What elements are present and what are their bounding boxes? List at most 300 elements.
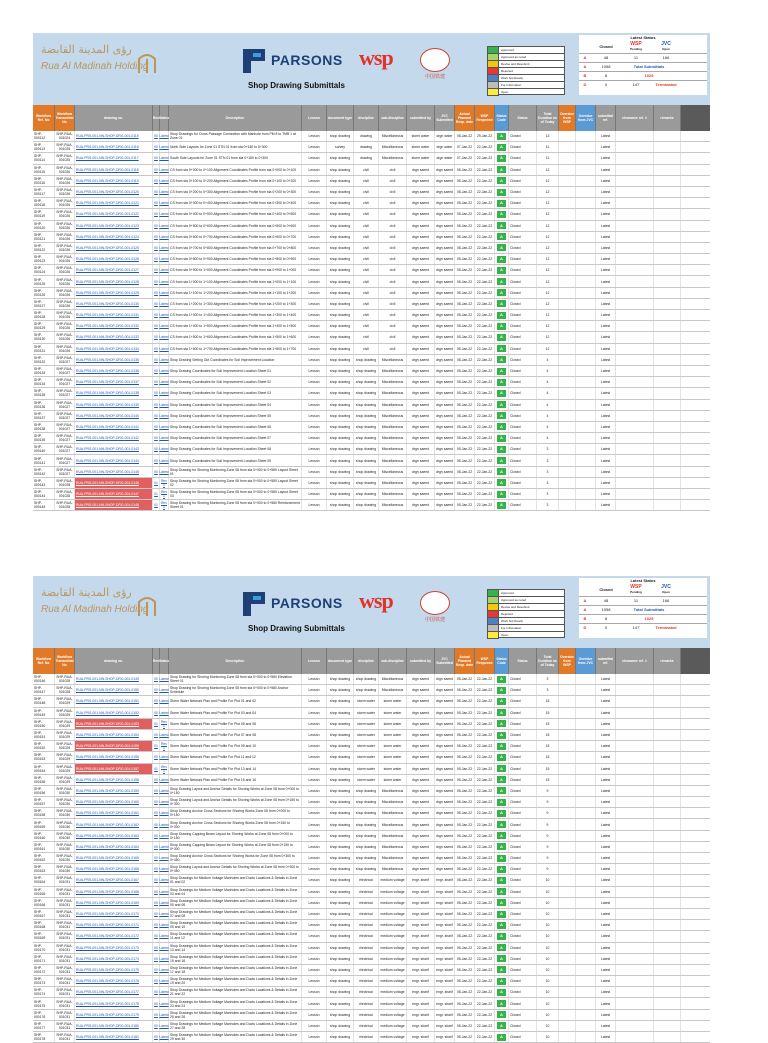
rev-link[interactable]: 00 bbox=[153, 131, 160, 141]
rev-link[interactable]: 00 bbox=[153, 176, 160, 186]
status-link[interactable]: Latest bbox=[160, 685, 169, 695]
rev-link[interactable]: 00 bbox=[153, 998, 160, 1008]
table-row[interactable] bbox=[33, 131, 710, 142]
rev-link[interactable]: 00 bbox=[153, 909, 160, 919]
table-row[interactable] bbox=[33, 321, 710, 332]
drawing-link[interactable]: RUA-PRS-001-NN-SHOP-DRG-001-0119 bbox=[75, 176, 153, 186]
column-header[interactable]: clearance ref. # bbox=[616, 105, 654, 131]
drawing-link[interactable]: RUA-PRS-001-NN-SHOP-DRG-001-0144 bbox=[75, 455, 153, 465]
status-link[interactable]: Latest bbox=[160, 355, 169, 365]
table-row[interactable] bbox=[33, 708, 710, 719]
column-header[interactable]: drawing no. bbox=[75, 105, 153, 131]
table-row[interactable] bbox=[33, 165, 710, 176]
drawing-link[interactable]: RUA-PRS-001-NN-SHOP-DRG-001-0117 bbox=[75, 153, 153, 163]
drawing-link[interactable]: RUA-PRS-001-NN-SHOP-DRG-001-0127 bbox=[75, 265, 153, 275]
rev-link[interactable]: 01 bbox=[153, 719, 160, 729]
column-header[interactable]: Total Duration as of Today bbox=[537, 648, 559, 674]
table-row[interactable] bbox=[33, 455, 710, 466]
column-header[interactable]: sub-discipline bbox=[379, 648, 407, 674]
drawing-link[interactable]: RUA-PRS-001-NN-SHOP-DRG-001-0171 bbox=[75, 920, 153, 930]
table-row[interactable] bbox=[33, 741, 710, 752]
rev-link[interactable]: 00 bbox=[153, 1032, 160, 1042]
drawing-link[interactable]: RUA-PRS-001-NN-SHOP-DRG-001-0179 bbox=[75, 1010, 153, 1020]
table-row[interactable] bbox=[33, 153, 710, 164]
table-row[interactable] bbox=[33, 842, 710, 853]
table-row[interactable] bbox=[33, 764, 710, 775]
column-header[interactable]: Total Duration as of Today bbox=[537, 105, 559, 131]
rev-link[interactable]: 00 bbox=[153, 276, 160, 286]
status-link[interactable]: Latest bbox=[160, 831, 169, 841]
drawing-link[interactable]: RUA-PRS-001-NN-SHOP-DRG-001-0160 bbox=[75, 797, 153, 807]
column-header[interactable]: remarks bbox=[654, 105, 681, 131]
column-header[interactable]: Workflow Transmittal No bbox=[55, 648, 75, 674]
table-row[interactable] bbox=[33, 377, 710, 388]
drawing-link[interactable]: RUA-PRS-001-NN-SHOP-DRG-001-0170 bbox=[75, 909, 153, 919]
column-header[interactable]: document type bbox=[327, 648, 354, 674]
table-row[interactable] bbox=[33, 366, 710, 377]
status-link[interactable]: Latest bbox=[160, 931, 169, 941]
rev-link[interactable]: 00 bbox=[153, 1021, 160, 1031]
column-header[interactable]: Status bbox=[160, 648, 169, 674]
rev-link[interactable]: 00 bbox=[153, 377, 160, 387]
status-link[interactable]: Latest bbox=[160, 176, 169, 186]
status-link[interactable]: Latest bbox=[160, 254, 169, 264]
rev-link[interactable]: 00 bbox=[153, 187, 160, 197]
rev-link[interactable]: 00 bbox=[153, 310, 160, 320]
rev-link[interactable]: 00 bbox=[153, 730, 160, 740]
status-link[interactable]: Rev 1 bbox=[160, 478, 168, 487]
rev-link[interactable]: 00 bbox=[153, 165, 160, 175]
status-link[interactable]: Latest bbox=[160, 388, 169, 398]
status-link[interactable]: Latest bbox=[160, 775, 169, 785]
table-row[interactable] bbox=[33, 931, 710, 942]
drawing-link[interactable]: RUA-PRS-001-NN-SHOP-DRG-001-0156 bbox=[75, 752, 153, 762]
status-link[interactable]: Latest bbox=[160, 909, 169, 919]
rev-link[interactable]: 00 bbox=[153, 875, 160, 885]
status-link[interactable]: Latest bbox=[160, 887, 169, 897]
drawing-link[interactable]: RUA-PRS-001-NN-SHOP-DRG-001-0123 bbox=[75, 221, 153, 231]
status-link[interactable]: Rev 1 bbox=[160, 764, 168, 773]
column-header[interactable]: Workflow Transmittal No bbox=[55, 105, 75, 131]
drawing-link[interactable]: RUA-PRS-001-NN-SHOP-DRG-001-0141 bbox=[75, 422, 153, 432]
column-header[interactable]: Status Code bbox=[495, 105, 509, 131]
drawing-link[interactable]: RUA-PRS-001-NN-SHOP-DRG-001-0167 bbox=[75, 875, 153, 885]
table-row[interactable] bbox=[33, 853, 710, 864]
table-row[interactable] bbox=[33, 875, 710, 886]
drawing-link[interactable]: RUA-PRS-001-NN-SHOP-DRG-001-0137 bbox=[75, 377, 153, 387]
table-row[interactable] bbox=[33, 898, 710, 909]
rev-link[interactable]: 00 bbox=[153, 831, 160, 841]
drawing-link[interactable]: RUA-PRS-001-NN-SHOP-DRG-001-0174 bbox=[75, 954, 153, 964]
column-header[interactable]: Actual Planned Resp. date bbox=[455, 648, 475, 674]
drawing-link[interactable]: RUA-PRS-001-NN-SHOP-DRG-001-0180 bbox=[75, 1021, 153, 1031]
drawing-link[interactable]: RUA-PRS-001-NN-SHOP-DRG-001-0120 bbox=[75, 187, 153, 197]
column-header[interactable]: document type bbox=[327, 105, 354, 131]
status-link[interactable]: Latest bbox=[160, 366, 169, 376]
status-link[interactable]: Latest bbox=[160, 864, 169, 874]
table-row[interactable] bbox=[33, 243, 710, 254]
drawing-link[interactable]: RUA-PRS-001-NN-SHOP-DRG-001-0161 bbox=[75, 808, 153, 818]
rev-link[interactable]: 00 bbox=[153, 898, 160, 908]
column-header[interactable]: clearance ref. # bbox=[616, 648, 654, 674]
drawing-link[interactable]: RUA-PRS-001-NN-SHOP-DRG-001-0168 bbox=[75, 887, 153, 897]
drawing-link[interactable]: RUA-PRS-001-NN-SHOP-DRG-001-0126 bbox=[75, 254, 153, 264]
table-row[interactable] bbox=[33, 831, 710, 842]
status-link[interactable]: Latest bbox=[160, 853, 169, 863]
table-row[interactable] bbox=[33, 254, 710, 265]
column-header[interactable]: Workflow Ref. No bbox=[33, 648, 55, 674]
table-row[interactable] bbox=[33, 775, 710, 786]
table-row[interactable] bbox=[33, 288, 710, 299]
rev-link[interactable]: 00 bbox=[153, 209, 160, 219]
drawing-link[interactable]: RUA-PRS-001-NN-SHOP-DRG-001-0164 bbox=[75, 842, 153, 852]
status-link[interactable]: Latest bbox=[160, 153, 169, 163]
table-row[interactable] bbox=[33, 310, 710, 321]
status-link[interactable]: Latest bbox=[160, 165, 169, 175]
status-link[interactable]: Latest bbox=[160, 898, 169, 908]
rev-link[interactable]: 00 bbox=[153, 752, 160, 762]
table-row[interactable] bbox=[33, 265, 710, 276]
status-link[interactable]: Latest bbox=[160, 1010, 169, 1020]
status-link[interactable]: Latest bbox=[160, 411, 169, 421]
column-header[interactable]: submitted by bbox=[407, 648, 435, 674]
column-header[interactable]: Status bbox=[160, 105, 169, 131]
table-row[interactable] bbox=[33, 411, 710, 422]
column-header[interactable]: submitted by bbox=[407, 105, 435, 131]
drawing-link[interactable]: RUA-PRS-001-NN-SHOP-DRG-001-0148 bbox=[75, 500, 153, 510]
table-row[interactable] bbox=[33, 965, 710, 976]
drawing-link[interactable]: RUA-PRS-001-NN-SHOP-DRG-001-0155 bbox=[75, 741, 153, 751]
status-link[interactable]: Latest bbox=[160, 998, 169, 1008]
column-header[interactable]: Lesson bbox=[302, 105, 327, 131]
rev-link[interactable]: 00 bbox=[153, 775, 160, 785]
status-link[interactable]: Latest bbox=[160, 987, 169, 997]
rev-link[interactable]: 00 bbox=[153, 954, 160, 964]
table-row[interactable] bbox=[33, 344, 710, 355]
status-link[interactable]: Latest bbox=[160, 444, 169, 454]
drawing-link[interactable]: RUA-PRS-001-NN-SHOP-DRG-001-0147 bbox=[75, 489, 153, 499]
table-row[interactable] bbox=[33, 954, 710, 965]
status-link[interactable]: Latest bbox=[160, 243, 169, 253]
table-row[interactable] bbox=[33, 500, 710, 511]
status-link[interactable]: Latest bbox=[160, 455, 169, 465]
table-row[interactable] bbox=[33, 467, 710, 478]
rev-link[interactable]: 00 bbox=[153, 254, 160, 264]
table-row[interactable] bbox=[33, 1032, 710, 1043]
table-row[interactable] bbox=[33, 909, 710, 920]
drawing-link[interactable]: RUA-PRS-001-NN-SHOP-DRG-001-0125 bbox=[75, 243, 153, 253]
status-link[interactable]: Latest bbox=[160, 265, 169, 275]
drawing-link[interactable]: RUA-PRS-001-NN-SHOP-DRG-001-0151 bbox=[75, 696, 153, 706]
drawing-link[interactable]: RUA-PRS-001-NN-SHOP-DRG-001-0159 bbox=[75, 786, 153, 796]
rev-link[interactable]: 00 bbox=[153, 696, 160, 706]
rev-link[interactable]: 00 bbox=[153, 332, 160, 342]
rev-link[interactable]: 01 bbox=[153, 489, 160, 499]
drawing-link[interactable]: RUA-PRS-001-NN-SHOP-DRG-001-0162 bbox=[75, 819, 153, 829]
table-row[interactable] bbox=[33, 976, 710, 987]
rev-link[interactable]: 00 bbox=[153, 299, 160, 309]
rev-link[interactable]: 00 bbox=[153, 808, 160, 818]
rev-link[interactable]: 00 bbox=[153, 198, 160, 208]
status-link[interactable]: Latest bbox=[160, 1021, 169, 1031]
table-row[interactable] bbox=[33, 674, 710, 685]
status-link[interactable]: Latest bbox=[160, 808, 169, 818]
rev-link[interactable]: 01 bbox=[153, 478, 160, 488]
column-header[interactable]: Actual Planned Resp. date bbox=[455, 105, 475, 131]
table-row[interactable] bbox=[33, 221, 710, 232]
status-link[interactable]: Latest bbox=[160, 786, 169, 796]
rev-link[interactable]: 00 bbox=[153, 685, 160, 695]
drawing-link[interactable]: RUA-PRS-001-NN-SHOP-DRG-001-0178 bbox=[75, 998, 153, 1008]
table-row[interactable] bbox=[33, 685, 710, 696]
drawing-link[interactable]: RUA-PRS-001-NN-SHOP-DRG-001-0177 bbox=[75, 987, 153, 997]
status-link[interactable]: Latest bbox=[160, 422, 169, 432]
status-link[interactable]: Latest bbox=[160, 232, 169, 242]
column-header[interactable]: discipline bbox=[354, 105, 379, 131]
status-link[interactable]: Latest bbox=[160, 433, 169, 443]
rev-link[interactable]: 00 bbox=[153, 288, 160, 298]
table-row[interactable] bbox=[33, 864, 710, 875]
drawing-link[interactable]: RUA-PRS-001-NN-SHOP-DRG-001-0142 bbox=[75, 433, 153, 443]
rev-link[interactable]: 00 bbox=[153, 943, 160, 953]
drawing-link[interactable]: RUA-PRS-001-NN-SHOP-DRG-001-0163 bbox=[75, 831, 153, 841]
rev-link[interactable]: 00 bbox=[153, 931, 160, 941]
status-link[interactable]: Latest bbox=[160, 131, 169, 141]
status-link[interactable]: Latest bbox=[160, 288, 169, 298]
table-row[interactable] bbox=[33, 987, 710, 998]
table-row[interactable] bbox=[33, 887, 710, 898]
drawing-link[interactable]: RUA-PRS-001-NN-SHOP-DRG-001-0139 bbox=[75, 400, 153, 410]
rev-link[interactable]: 00 bbox=[153, 232, 160, 242]
status-link[interactable]: Latest bbox=[160, 377, 169, 387]
column-header[interactable]: drawing no. bbox=[75, 648, 153, 674]
column-header[interactable]: JVC Submitted bbox=[435, 648, 455, 674]
table-row[interactable] bbox=[33, 388, 710, 399]
rev-link[interactable]: 01 bbox=[153, 764, 160, 774]
drawing-link[interactable]: RUA-PRS-001-NN-SHOP-DRG-001-0140 bbox=[75, 411, 153, 421]
rev-link[interactable]: 01 bbox=[153, 500, 160, 510]
table-row[interactable] bbox=[33, 819, 710, 830]
table-row[interactable] bbox=[33, 943, 710, 954]
table-row[interactable] bbox=[33, 187, 710, 198]
column-header[interactable]: WSP Response bbox=[475, 105, 495, 131]
rev-link[interactable]: 00 bbox=[153, 321, 160, 331]
column-header[interactable]: WSP Response bbox=[475, 648, 495, 674]
drawing-link[interactable]: RUA-PRS-001-NN-SHOP-DRG-001-0122 bbox=[75, 209, 153, 219]
drawing-link[interactable]: RUA-PRS-001-NN-SHOP-DRG-001-0118 bbox=[75, 165, 153, 175]
table-row[interactable] bbox=[33, 299, 710, 310]
column-header[interactable]: remarks bbox=[654, 648, 681, 674]
drawing-link[interactable]: RUA-PRS-001-NN-SHOP-DRG-001-0146 bbox=[75, 478, 153, 488]
rev-link[interactable]: 00 bbox=[153, 388, 160, 398]
column-header[interactable]: Status bbox=[509, 648, 537, 674]
drawing-link[interactable]: RUA-PRS-001-NN-SHOP-DRG-001-0134 bbox=[75, 344, 153, 354]
column-header[interactable]: submittal ref. bbox=[596, 648, 616, 674]
column-header[interactable]: Description bbox=[169, 105, 302, 131]
drawing-link[interactable]: RUA-PRS-001-NN-SHOP-DRG-001-0172 bbox=[75, 931, 153, 941]
status-link[interactable]: Latest bbox=[160, 1032, 169, 1042]
status-link[interactable]: Latest bbox=[160, 708, 169, 718]
status-link[interactable]: Latest bbox=[160, 187, 169, 197]
status-link[interactable]: Latest bbox=[160, 965, 169, 975]
table-row[interactable] bbox=[33, 696, 710, 707]
drawing-link[interactable]: RUA-PRS-001-NN-SHOP-DRG-001-0115 bbox=[75, 131, 153, 141]
drawing-link[interactable]: RUA-PRS-001-NN-SHOP-DRG-001-0145 bbox=[75, 467, 153, 477]
drawing-link[interactable]: RUA-PRS-001-NN-SHOP-DRG-001-0157 bbox=[75, 764, 153, 774]
rev-link[interactable]: 00 bbox=[153, 965, 160, 975]
drawing-link[interactable]: RUA-PRS-001-NN-SHOP-DRG-001-0153 bbox=[75, 719, 153, 729]
status-link[interactable]: Latest bbox=[160, 875, 169, 885]
drawing-link[interactable]: RUA-PRS-001-NN-SHOP-DRG-001-0131 bbox=[75, 310, 153, 320]
drawing-link[interactable]: RUA-PRS-001-NN-SHOP-DRG-001-0143 bbox=[75, 444, 153, 454]
drawing-link[interactable]: RUA-PRS-001-NN-SHOP-DRG-001-0150 bbox=[75, 685, 153, 695]
column-header[interactable]: Overdue from JVC bbox=[576, 105, 596, 131]
status-link[interactable]: Latest bbox=[160, 221, 169, 231]
rev-link[interactable]: 00 bbox=[153, 976, 160, 986]
table-row[interactable] bbox=[33, 920, 710, 931]
rev-link[interactable]: 00 bbox=[153, 674, 160, 684]
drawing-link[interactable]: RUA-PRS-001-NN-SHOP-DRG-001-0158 bbox=[75, 775, 153, 785]
drawing-link[interactable]: RUA-PRS-001-NN-SHOP-DRG-001-0169 bbox=[75, 898, 153, 908]
drawing-link[interactable]: RUA-PRS-001-NN-SHOP-DRG-001-0166 bbox=[75, 864, 153, 874]
table-row[interactable] bbox=[33, 332, 710, 343]
rev-link[interactable]: 00 bbox=[153, 243, 160, 253]
status-link[interactable]: Latest bbox=[160, 142, 169, 152]
column-header[interactable]: Overdue from JVC bbox=[576, 648, 596, 674]
table-row[interactable] bbox=[33, 752, 710, 763]
status-link[interactable]: Latest bbox=[160, 842, 169, 852]
drawing-link[interactable]: RUA-PRS-001-NN-SHOP-DRG-001-0121 bbox=[75, 198, 153, 208]
table-row[interactable] bbox=[33, 232, 710, 243]
rev-link[interactable]: 00 bbox=[153, 853, 160, 863]
table-row[interactable] bbox=[33, 1021, 710, 1032]
status-link[interactable]: Rev 1 bbox=[160, 719, 168, 728]
rev-link[interactable]: 00 bbox=[153, 786, 160, 796]
drawing-link[interactable]: RUA-PRS-001-NN-SHOP-DRG-001-0136 bbox=[75, 366, 153, 376]
column-header[interactable]: Status Code bbox=[495, 648, 509, 674]
status-link[interactable]: Latest bbox=[160, 696, 169, 706]
rev-link[interactable]: 00 bbox=[153, 987, 160, 997]
drawing-link[interactable]: RUA-PRS-001-NN-SHOP-DRG-001-0132 bbox=[75, 321, 153, 331]
rev-link[interactable]: 00 bbox=[153, 819, 160, 829]
table-row[interactable] bbox=[33, 786, 710, 797]
table-row[interactable] bbox=[33, 998, 710, 1009]
table-row[interactable] bbox=[33, 444, 710, 455]
status-link[interactable]: Latest bbox=[160, 321, 169, 331]
table-row[interactable] bbox=[33, 422, 710, 433]
rev-link[interactable]: 00 bbox=[153, 842, 160, 852]
rev-link[interactable]: 00 bbox=[153, 920, 160, 930]
table-row[interactable] bbox=[33, 198, 710, 209]
table-row[interactable] bbox=[33, 400, 710, 411]
status-link[interactable]: Latest bbox=[160, 943, 169, 953]
drawing-link[interactable]: RUA-PRS-001-NN-SHOP-DRG-001-0129 bbox=[75, 288, 153, 298]
rev-link[interactable]: 00 bbox=[153, 366, 160, 376]
rev-link[interactable]: 00 bbox=[153, 400, 160, 410]
status-link[interactable]: Latest bbox=[160, 276, 169, 286]
drawing-link[interactable]: RUA-PRS-001-NN-SHOP-DRG-001-0165 bbox=[75, 853, 153, 863]
drawing-link[interactable]: RUA-PRS-001-NN-SHOP-DRG-001-0154 bbox=[75, 730, 153, 740]
table-row[interactable] bbox=[33, 797, 710, 808]
drawing-link[interactable]: RUA-PRS-001-NN-SHOP-DRG-001-0138 bbox=[75, 388, 153, 398]
column-header[interactable]: Status bbox=[509, 105, 537, 131]
table-row[interactable] bbox=[33, 433, 710, 444]
rev-link[interactable]: 00 bbox=[153, 422, 160, 432]
table-row[interactable] bbox=[33, 209, 710, 220]
drawing-link[interactable]: RUA-PRS-001-NN-SHOP-DRG-001-0149 bbox=[75, 674, 153, 684]
column-header[interactable]: Description bbox=[169, 648, 302, 674]
status-link[interactable]: Latest bbox=[160, 467, 169, 477]
drawing-link[interactable]: RUA-PRS-001-NN-SHOP-DRG-001-0130 bbox=[75, 299, 153, 309]
column-header[interactable]: Overdue from WSP bbox=[559, 648, 576, 674]
rev-link[interactable]: 00 bbox=[153, 887, 160, 897]
column-header[interactable]: sub-discipline bbox=[379, 105, 407, 131]
status-link[interactable]: Latest bbox=[160, 310, 169, 320]
table-row[interactable] bbox=[33, 1010, 710, 1021]
drawing-link[interactable]: RUA-PRS-001-NN-SHOP-DRG-001-0135 bbox=[75, 355, 153, 365]
column-header[interactable]: submittal ref. bbox=[596, 105, 616, 131]
drawing-link[interactable]: RUA-PRS-001-NN-SHOP-DRG-001-0128 bbox=[75, 276, 153, 286]
rev-link[interactable]: 00 bbox=[153, 411, 160, 421]
column-header[interactable]: JVC Submitted bbox=[435, 105, 455, 131]
column-header[interactable]: discipline bbox=[354, 648, 379, 674]
rev-link[interactable]: 00 bbox=[153, 153, 160, 163]
status-link[interactable]: Latest bbox=[160, 797, 169, 807]
column-header[interactable]: Rev bbox=[153, 105, 160, 131]
status-link[interactable]: Latest bbox=[160, 730, 169, 740]
drawing-link[interactable]: RUA-PRS-001-NN-SHOP-DRG-001-0124 bbox=[75, 232, 153, 242]
table-row[interactable] bbox=[33, 176, 710, 187]
status-link[interactable]: Latest bbox=[160, 344, 169, 354]
table-row[interactable] bbox=[33, 808, 710, 819]
table-row[interactable] bbox=[33, 478, 710, 489]
rev-link[interactable]: 00 bbox=[153, 864, 160, 874]
status-link[interactable]: Latest bbox=[160, 920, 169, 930]
column-header[interactable]: Overdue from WSP bbox=[559, 105, 576, 131]
drawing-link[interactable]: RUA-PRS-001-NN-SHOP-DRG-001-0181 bbox=[75, 1032, 153, 1042]
rev-link[interactable]: 00 bbox=[153, 142, 160, 152]
rev-link[interactable]: 00 bbox=[153, 221, 160, 231]
rev-link[interactable]: 00 bbox=[153, 1010, 160, 1020]
rev-link[interactable]: 00 bbox=[153, 444, 160, 454]
drawing-link[interactable]: RUA-PRS-001-NN-SHOP-DRG-001-0176 bbox=[75, 976, 153, 986]
status-link[interactable]: Rev 1 bbox=[160, 501, 168, 510]
status-link[interactable]: Rev 1 bbox=[160, 742, 168, 751]
status-link[interactable]: Latest bbox=[160, 299, 169, 309]
status-link[interactable]: Latest bbox=[160, 954, 169, 964]
status-link[interactable]: Latest bbox=[160, 332, 169, 342]
column-header[interactable]: Workflow Ref. No bbox=[33, 105, 55, 131]
drawing-link[interactable]: RUA-PRS-001-NN-SHOP-DRG-001-0175 bbox=[75, 965, 153, 975]
column-header[interactable]: Lesson bbox=[302, 648, 327, 674]
column-header[interactable]: Rev bbox=[153, 648, 160, 674]
rev-link[interactable]: 00 bbox=[153, 344, 160, 354]
rev-link[interactable]: 00 bbox=[153, 797, 160, 807]
status-link[interactable]: Latest bbox=[160, 819, 169, 829]
table-row[interactable] bbox=[33, 719, 710, 730]
status-link[interactable]: Latest bbox=[160, 209, 169, 219]
status-link[interactable]: Latest bbox=[160, 674, 169, 684]
table-row[interactable] bbox=[33, 142, 710, 153]
status-link[interactable]: Latest bbox=[160, 198, 169, 208]
status-link[interactable]: Latest bbox=[160, 976, 169, 986]
table-row[interactable] bbox=[33, 276, 710, 287]
status-link[interactable]: Latest bbox=[160, 400, 169, 410]
drawing-link[interactable]: RUA-PRS-001-NN-SHOP-DRG-001-0173 bbox=[75, 943, 153, 953]
rev-link[interactable]: 00 bbox=[153, 467, 160, 477]
status-link[interactable]: Rev 1 bbox=[160, 490, 168, 499]
table-row[interactable] bbox=[33, 355, 710, 366]
